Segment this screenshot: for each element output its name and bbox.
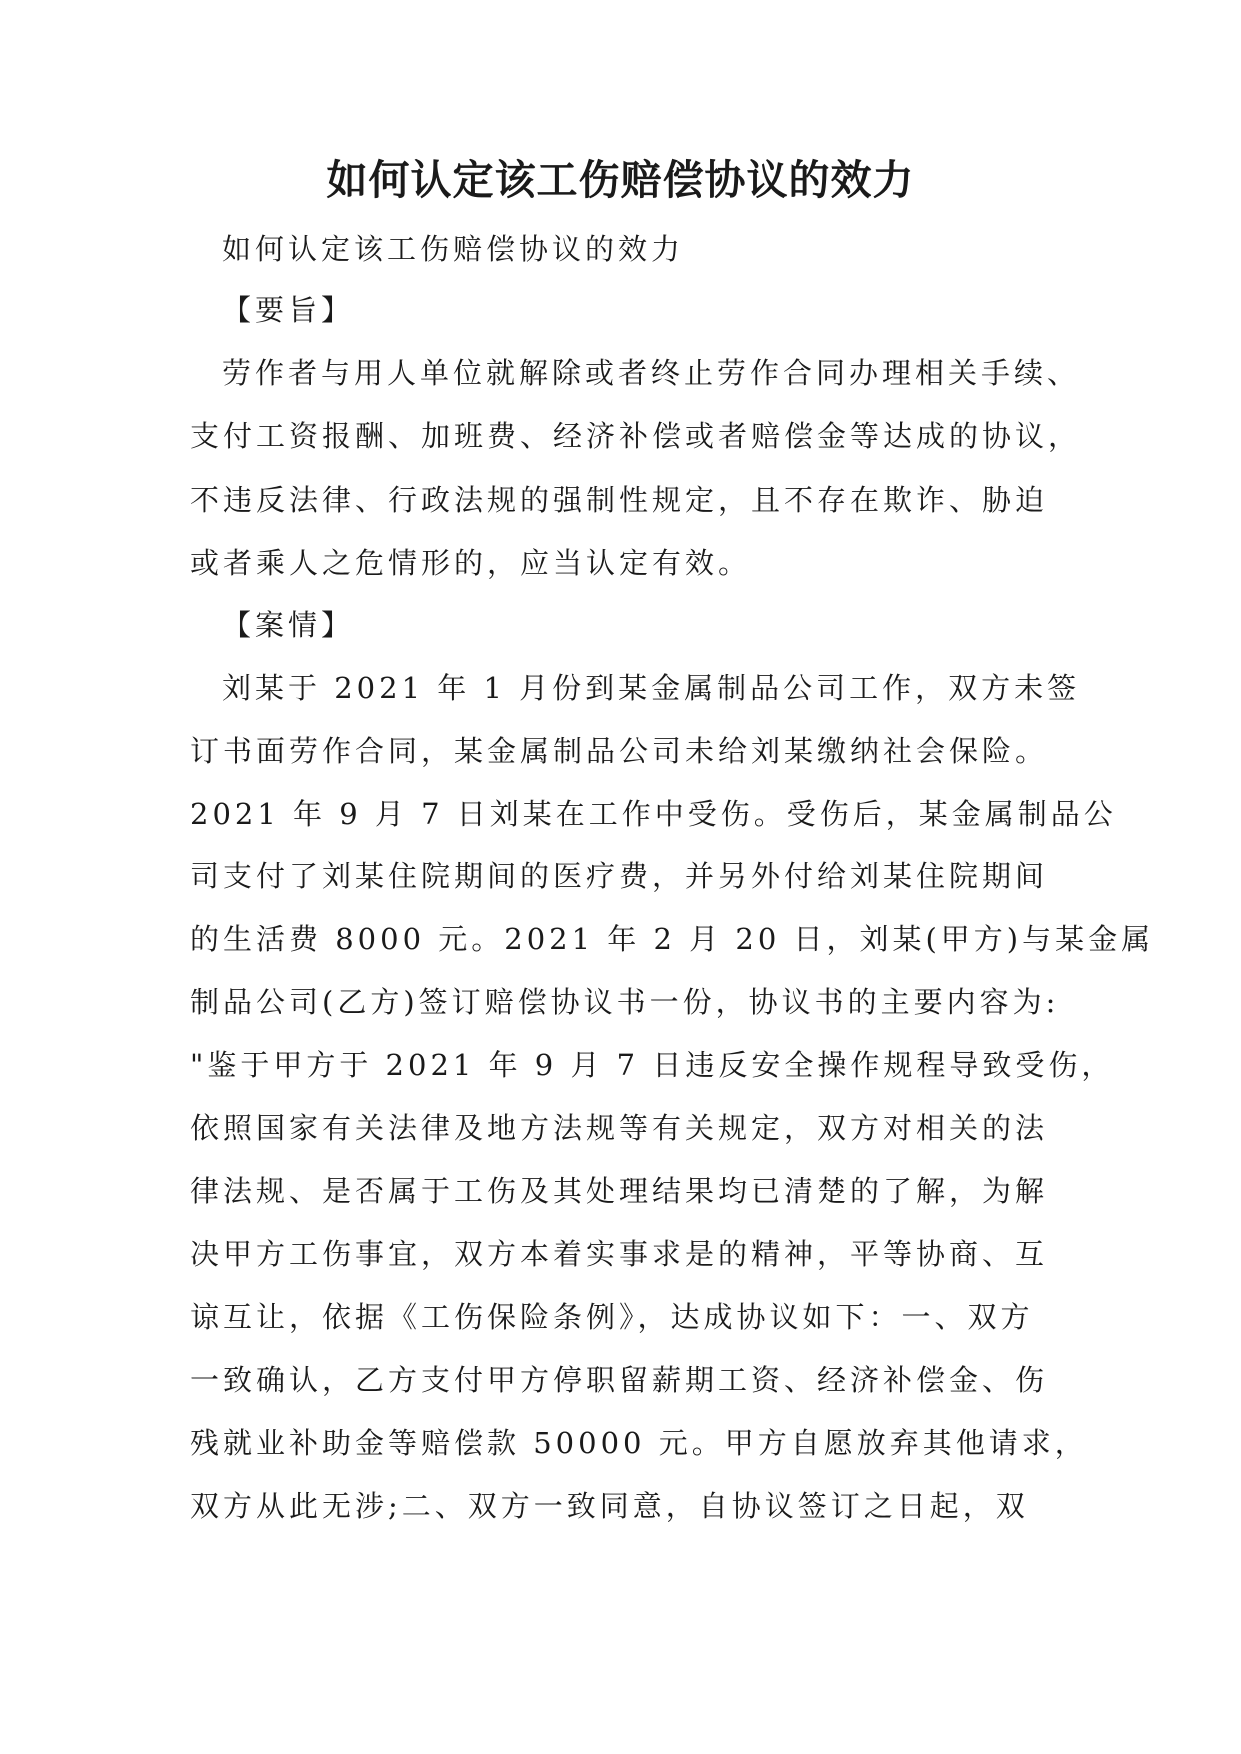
case-line: 司支付了刘某住院期间的医疗费，并另外付给刘某住院期间: [190, 859, 1049, 893]
summary-line: 支付工资报酬、加班费、经济补偿或者赔偿金等达成的协议，: [190, 419, 1082, 453]
summary-line: 不违反法律、行政法规的强制性规定，且不存在欺诈、胁迫: [190, 483, 1049, 517]
case-line: 一致确认，乙方支付甲方停职留薪期工资、经济补偿金、伤: [190, 1363, 1049, 1397]
document-subtitle: 如何认定该工伤赔偿协议的效力: [222, 232, 685, 266]
case-line: 谅互让，依据《工伤保险条例》，达成协议如下：一、双方: [190, 1300, 1034, 1334]
case-line: 残就业补助金等赔偿款 50000 元。甲方自愿放弃其他请求，: [190, 1426, 1088, 1460]
case-line: 2021 年 9 月 7 日刘某在工作中受伤。受伤后，某金属制品公: [190, 797, 1117, 831]
summary-line: 劳作者与用人单位就解除或者终止劳作合同办理相关手续、: [222, 356, 1081, 390]
heading-summary: 【要旨】: [222, 293, 355, 327]
case-line: 双方从此无涉;二、双方一致同意，自协议签订之日起，双: [190, 1489, 1029, 1523]
case-line: 律法规、是否属于工伤及其处理结果均已清楚的了解，为解: [190, 1174, 1049, 1208]
case-line: "鉴于甲方于 2021 年 9 月 7 日违反安全操作规程导致受伤，: [190, 1048, 1115, 1082]
document-title: 如何认定该工伤赔偿协议的效力: [326, 156, 915, 204]
case-line: 刘某于 2021 年 1 月份到某金属制品公司工作，双方未签: [222, 671, 1081, 705]
summary-line: 或者乘人之危情形的，应当认定有效。: [190, 546, 752, 580]
case-line: 订书面劳作合同，某金属制品公司未给刘某缴纳社会保险。: [190, 734, 1049, 768]
case-line: 决甲方工伤事宜，双方本着实事求是的精神，平等协商、互: [190, 1237, 1049, 1271]
case-line: 的生活费 8000 元。2021 年 2 月 20 日，刘某(甲方)与某金属: [190, 922, 1155, 956]
case-line: 依照国家有关法律及地方法规等有关规定，双方对相关的法: [190, 1111, 1049, 1145]
heading-case: 【案情】: [222, 608, 355, 642]
case-line: 制品公司(乙方)签订赔偿协议书一份，协议书的主要内容为:: [190, 985, 1060, 1019]
